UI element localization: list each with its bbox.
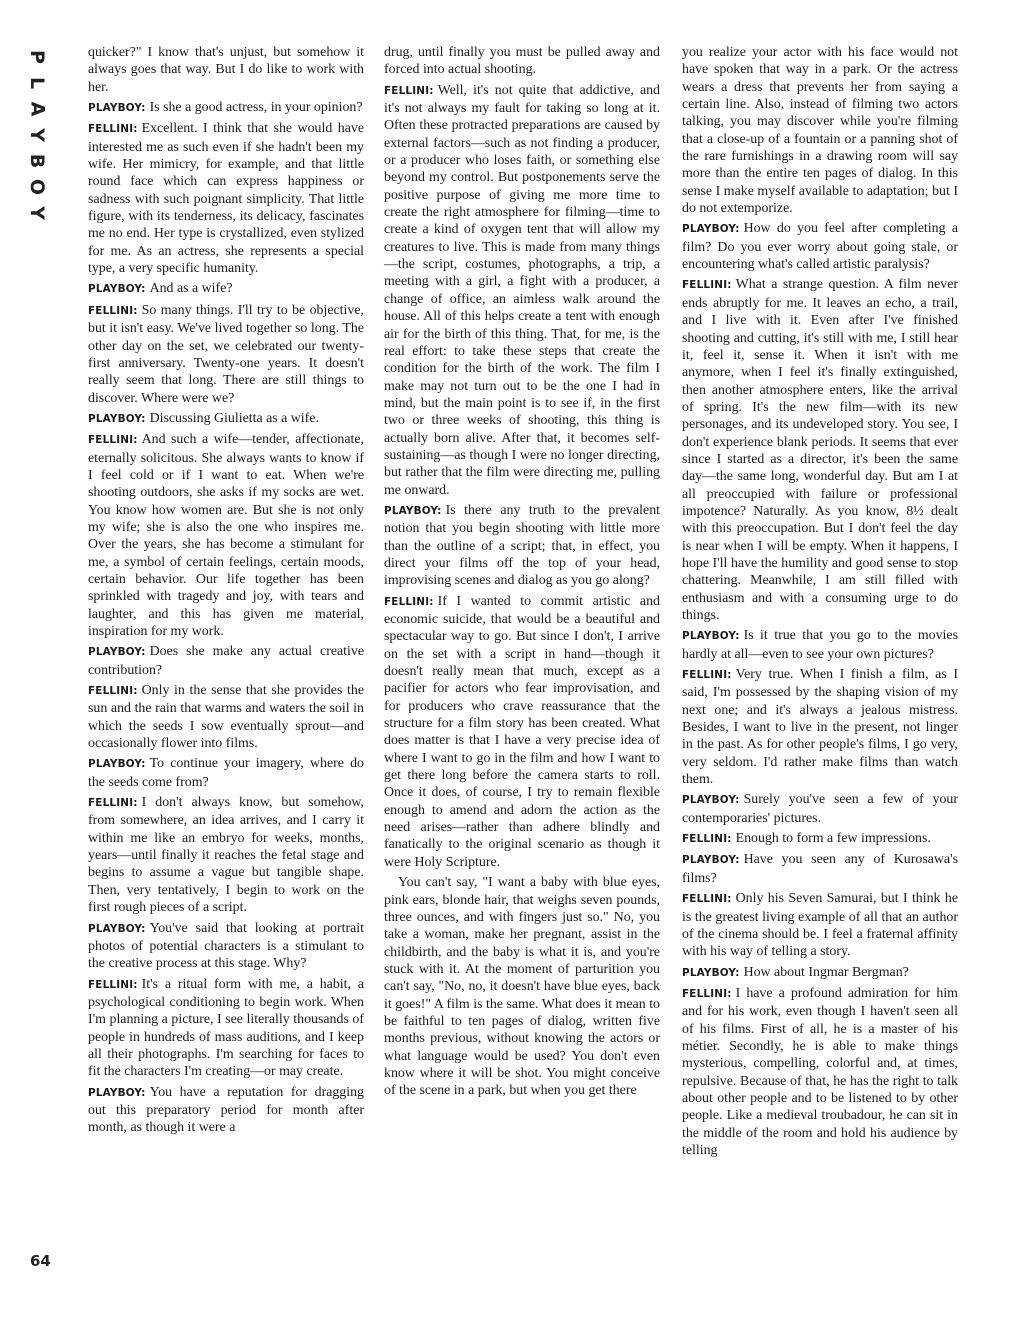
- paragraph-text: And as a wife?: [149, 281, 233, 297]
- masthead-letter: Y: [25, 206, 48, 220]
- paragraph-text: Does she make any actual creative contribution?: [88, 644, 364, 678]
- paragraph-text: Is there any truth to the prevalent notion that you begin shooting with little more than the outline of a script; that, in effect, you direct your films off the top of your head, improvising scenes and dialog as you go along?: [384, 502, 660, 589]
- interview-exchange: [88, 755, 364, 791]
- paragraph-text: I don't always know, but somehow, from somewhere, an idea arrives, and I carry it within me like an embryo for weeks, months, years—until finally it reaches the fetal stage and begins to assume a vague but tangible shape. Then, very tentatively, I begin to work on the first rough pieces of a script.: [88, 795, 364, 916]
- interview-exchange: [682, 276, 958, 624]
- speaker-label: FELLINI:: [682, 279, 732, 292]
- interview-exchange: [384, 82, 660, 499]
- interview-exchange: [384, 502, 660, 590]
- speaker-label: FELLINI:: [682, 893, 732, 906]
- paragraph-text: drug, until finally you must be pulled away and forced into actual shooting.: [384, 45, 660, 78]
- paragraph-text: How about Ingmar Bergman?: [743, 964, 909, 980]
- paragraph-text: Well, it's not quite that addictive, and it's not always my fault for taking so long at it. Often these protracted preparations are caused by external factors—such as not finding a producer, or a producer who loses faith, or something else beyond my control. But postponements serve the positive purpose of giving me more time to create the right atmosphere for filming—time to create a kind of oxygen tent that will allow my creatures to live. This is made from many things—the script, costumes, photographs, a trip, a meeting with a girl, a fight with a producer, a change of office, an aimless walk around the house. All of this helps create a tent with enough air for the birth of this thing. That, for me, is the real effort: to take these steps that create the condition for the birth of the work. The film I make may not turn out to be the one I had in mind, but the main point is to see if, in the first two or three weeks of shooting, this thing is actually born alive. After that, it becomes self-sustaining—as though I were no longer directing, but rather that the film were directing me, pulling me onward.: [384, 82, 660, 498]
- interview-exchange: [88, 976, 364, 1081]
- masthead-letter: O: [26, 178, 48, 196]
- speaker-label: PLAYBOY:: [682, 630, 740, 643]
- speaker-label: PLAYBOY:: [682, 223, 740, 236]
- masthead-letter: A: [26, 101, 48, 117]
- interview-exchange: [88, 410, 364, 428]
- paragraph-text: If I wanted to commit artistic and economic suicide, that would be a beautiful and spectacular way to go. But since I don't, I arrive on the set with a script in hand—though it doesn't really mean that much, except as a pacifier for actors who fear improvisation, and for producers who crave reassurance that the structure for a film story has been created. What does matter is that I have a very precise idea of where I want to go in the film and how I want to get there long before the camera starts to roll. Once it does, of course, I try to remain flexible enough to amend and adorn the action as the need arises—rather than adhere blindly and fanatically to the original scenario as though it were Holy Scripture.: [384, 593, 660, 870]
- masthead-letter: Y: [25, 128, 48, 142]
- interview-exchange: [88, 431, 364, 640]
- interview-exchange: [682, 964, 958, 982]
- text-column-3: [682, 44, 958, 1162]
- page-number: 64: [30, 1252, 51, 1270]
- text-column-2: [384, 44, 660, 1103]
- body-paragraph: [384, 874, 660, 1099]
- speaker-label: PLAYBOY:: [682, 854, 740, 867]
- paragraph-text: You have a reputation for dragging out this preparatory period for month after month, as though it were a: [88, 1084, 364, 1136]
- interview-exchange: [88, 99, 364, 117]
- speaker-label: PLAYBOY:: [88, 1086, 146, 1099]
- paragraph-text: So many things. I'll try to be objective, but it isn't easy. We've lived together so long. The other day on the set, we celebrated our twenty-first anniversary. Twenty-one years. It doesn't really seem that long. There are still things to discover. Where were we?: [88, 302, 364, 406]
- speaker-label: PLAYBOY:: [88, 283, 146, 296]
- masthead-letter: P: [26, 50, 48, 64]
- speaker-label: FELLINI:: [88, 304, 138, 317]
- speaker-label: PLAYBOY:: [88, 922, 146, 935]
- interview-exchange: [88, 1084, 364, 1137]
- interview-exchange: [682, 851, 958, 887]
- interview-exchange: [88, 302, 364, 407]
- speaker-label: PLAYBOY:: [682, 966, 740, 979]
- paragraph-text: You can't say, "I want a baby with blue eyes, pink ears, blonde hair, that weighs seven pounds, three ounces, and with fingers just so." No, you take a woman, make her pregnant, assist in the childbirth, and the baby is what it is, and you're stuck with it. At the moment of parturition you can't say, "No, no, it doesn't have blue eyes, back it goes!" A film is the same. What does it mean to be faithful to ten pages of dialog, written five months previous, without knowing the actors or what language would be used? You don't even know where it will be shot. You might conceive of the scene in a park, but when you get there: [384, 875, 660, 1099]
- body-paragraph: [384, 44, 660, 79]
- masthead-letter: L: [25, 76, 48, 90]
- paragraph-text: Is she a good actress, in your opinion?: [149, 100, 363, 116]
- interview-exchange: [682, 791, 958, 827]
- interview-exchange: [682, 830, 958, 848]
- text-column-1: [88, 44, 364, 1140]
- interview-exchange: [682, 666, 958, 788]
- interview-exchange: [682, 220, 958, 273]
- paragraph-text: What a strange question. A film never ends abruptly for me. It leaves an echo, a trail, and I live with it. Even after I've finished shooting and cutting, it's still with me, I still hear it, feel it, sense it. When it isn't with me anymore, when I feel it's finally extinguished, then another atmosphere enters, like the arrival of spring. It's the new film—with its new personages, and its undeveloped story. You see, I don't experience blank periods. It seems that ever since I started as a director, it's been the same day—the same long, wonderful day. But am I at all preoccupied with failure or professional impotence? Naturally. As you know, 8½ dealt with this preoccupation. But I don't feel the day is near when I will be empty. When it happens, I hope I'll have the humility and good sense to stop chattering. Meanwhile, I am still filled with enthusiasm and with a consuming urge to do things.: [682, 277, 958, 623]
- paragraph-text: Enough to form a few impressions.: [735, 831, 931, 847]
- paragraph-text: You've said that looking at portrait photos of potential characters is a stimulant to the creative process at this stage. Why?: [88, 920, 364, 972]
- speaker-label: PLAYBOY:: [384, 504, 442, 517]
- masthead-letter: B: [25, 153, 48, 169]
- paragraph-text: Only his Seven Samurai, but I think he is the greatest living example of all that an author of the cinema should be. I feel a fraternal affinity with his way of telling a story.: [682, 891, 958, 960]
- speaker-label: FELLINI:: [88, 797, 138, 810]
- speaker-label: FELLINI:: [88, 978, 138, 991]
- interview-exchange: [88, 920, 364, 973]
- speaker-label: PLAYBOY:: [88, 102, 146, 115]
- paragraph-text: Very true. When I finish a film, as I said, I'm possessed by the shaping vision of my next one; and it's always a jealous mistress. Besides, I want to live in the present, not linger in the past. As for other people's films, I go very, very seldom. I'd rather make films than watch them.: [682, 667, 958, 788]
- paragraph-text: Only in the sense that she provides the sun and the rain that warms and waters the soil in which the seeds I sow eventually sprout—and occasionally flower into films.: [88, 683, 364, 752]
- magazine-masthead-vertical: [24, 44, 50, 226]
- paragraph-text: Excellent. I think that she would have interested me as such even if she hadn't been my wife. Her mimicry, for example, and that little round face which can express happiness or sadness with such poignant simplicity. That little figure, with its tenderness, its delicacy, fascinates me no end. Her type is crystallized, even stylized for me. As an actress, she represents a special type, a very specific humanity.: [88, 121, 364, 277]
- interview-exchange: [682, 627, 958, 663]
- speaker-label: FELLINI:: [88, 685, 138, 698]
- paragraph-text: To continue your imagery, where do the seeds come from?: [88, 756, 364, 790]
- paragraph-text: It's a ritual form with me, a habit, a psychological conditioning to begin work. When I'm planning a picture, I see literally thousands of people in hundreds of mass auditions, and I keep all their photographs. I'm searching for faces to fit the characters I'm creating—or may create.: [88, 976, 364, 1080]
- paragraph-text: Is it true that you go to the movies hardly at all—even to see your own pictures?: [682, 628, 958, 662]
- speaker-label: FELLINI:: [384, 84, 434, 97]
- interview-exchange: [88, 682, 364, 752]
- speaker-label: FELLINI:: [682, 833, 732, 846]
- paragraph-text: And such a wife—tender, affectionate, eternally solicitous. She always wants to know if I feel cold or if I want to eat. When we're shooting outdoors, she asks if my socks are wet. You know how women are. But she is not only my wife; she is also the one who inspires me. Over the years, she has become a stimulant for me, a symbol of certain feelings, certain moods, certain behavior. Our life together has been sprinkled with tragedy and joy, with tears and laughter, and this has given me material, inspiration for my work.: [88, 432, 364, 639]
- body-paragraph: [682, 44, 958, 217]
- speaker-label: PLAYBOY:: [88, 412, 146, 425]
- interview-exchange: [682, 890, 958, 960]
- speaker-label: FELLINI:: [88, 434, 138, 447]
- paragraph-text: Surely you've seen a few of your contemporaries' pictures.: [682, 792, 958, 826]
- speaker-label: FELLINI:: [682, 669, 732, 682]
- interview-exchange: [88, 120, 364, 277]
- interview-exchange: [682, 985, 958, 1159]
- speaker-label: PLAYBOY:: [88, 758, 146, 771]
- interview-exchange: [88, 643, 364, 679]
- paragraph-text: quicker?" I know that's unjust, but somehow it always goes that way. But I do like to work with her.: [88, 45, 364, 95]
- speaker-label: FELLINI:: [682, 987, 732, 1000]
- speaker-label: FELLINI:: [88, 123, 138, 136]
- paragraph-text: Have you seen any of Kurosawa's films?: [682, 852, 958, 886]
- paragraph-text: you realize your actor with his face would not have spoken that way in a park. Or the actress wears a dress that prevents her from saying a certain line. Also, instead of filming two actors talking, you may discover while you're filming that a close-up of a fountain or a panning shot of the rare furnishings in a drawing room will say more than the entire ten pages of dialog. In this sense I make myself available to adaptation; but I do not extemporize.: [682, 45, 958, 217]
- paragraph-text: I have a profound admiration for him and for his work, even though I haven't seen all of his films. First of all, he is a master of his métier. Secondly, he is able to make things mysterious, compelling, colorful and, at times, repulsive. Because of that, he has the right to talk about other people and to be listened to by other people. Like a medieval troubadour, he can sit in the middle of the room and hold his audience by telling: [682, 985, 958, 1158]
- interview-exchange: [88, 280, 364, 298]
- interview-exchange: [384, 593, 660, 872]
- paragraph-text: How do you feel after completing a film? Do you ever worry about going stale, or encountering what's called artistic paralysis?: [682, 221, 958, 273]
- interview-exchange: [88, 794, 364, 916]
- speaker-label: FELLINI:: [384, 595, 434, 608]
- body-paragraph: [88, 44, 364, 96]
- speaker-label: PLAYBOY:: [682, 794, 740, 807]
- paragraph-text: Discussing Giulietta as a wife.: [149, 410, 319, 426]
- speaker-label: PLAYBOY:: [88, 646, 146, 659]
